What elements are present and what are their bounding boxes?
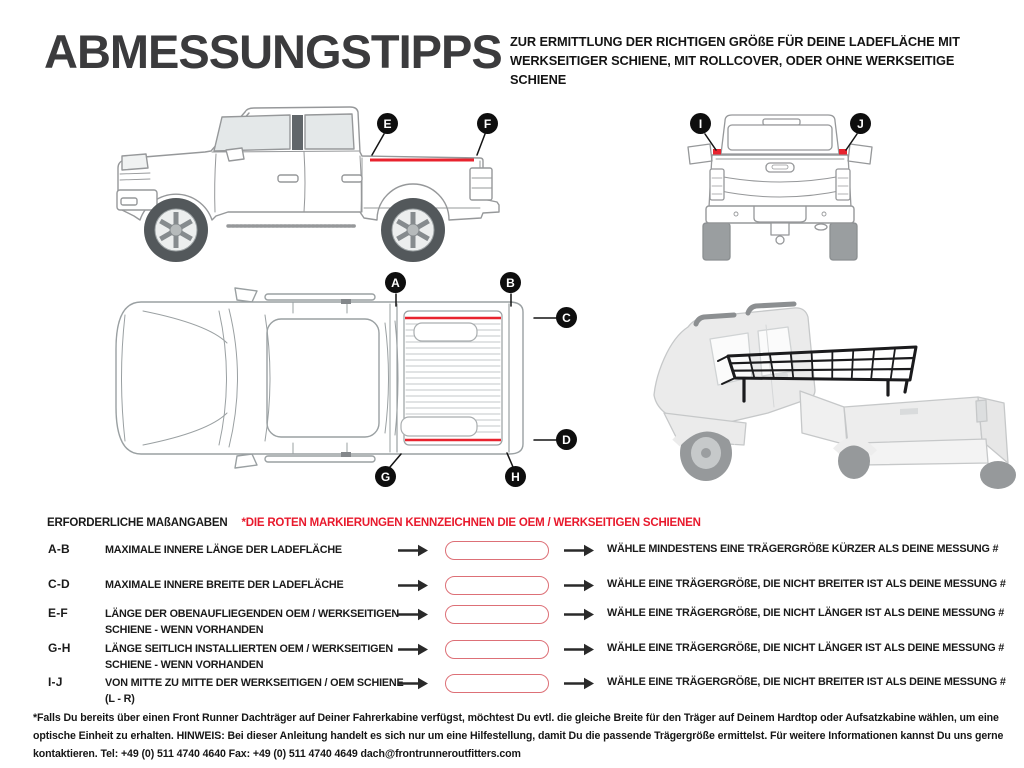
marker-E: E [377,113,398,134]
page-subtitle: ZUR ERMITTLUNG DER RICHTIGEN GRÖßE FÜR DEINE LADEFLÄCHE MIT WERKSEITIGER SCHIENE, MIT ROLLCOVER, ODER OHNE WERKSEITIGE SCHIENE [510,34,960,88]
arrow-right-icon [398,643,428,656]
range-label: C-D [48,577,70,591]
measurement-input-cd[interactable] [445,576,549,595]
truck-top-view-illustration [113,285,533,473]
measurement-description: LÄNGE DER OBENAUFLIEGENDEN OEM / WERKSEITIGEN SCHIENE - WENN VORHANDEN [105,608,399,637]
measurement-input-gh[interactable] [445,640,549,659]
truck-side-view-illustration [112,106,504,268]
marker-A: A [385,272,406,293]
measurement-input-ij[interactable] [445,674,549,693]
footnote-contact-info: *Falls Du bereits über einen Front Runner Dachträger auf Deiner Fahrerkabine verfügst, möchtest Du evtl. die gleiche Breite für den Träger auf Deinem Hardtop oder Aufsatzkabine wählen, um eine optische Einheit zu erhalten. HINWEIS: Bei dieser Anleitung handelt es sich nur um eine Hilfestellung, damit Du die passende Trägergröße ermittelst. Für weitere Informationen kannst Du uns gerne kontaktieren. Tel: +49 (0) 511 4740 4640 Fax: +49 (0) 511 4740 4649 dach@frontrunneroutfitters.com [33,712,1004,760]
measurement-description: MAXIMALE INNERE BREITE DER LADEFLÄCHE [105,579,344,591]
size-advice: WÄHLE EINE TRÄGERGRÖßE, DIE NICHT LÄNGER IST ALS DEINE MESSUNG # [607,607,1005,619]
marker-D: D [556,429,577,450]
measurement-row-ef [45,604,1010,638]
marker-B: B [500,272,521,293]
range-label: E-F [48,606,68,620]
measurement-row-ij [45,673,1010,707]
marker-H: H [505,466,526,487]
marker-J: J [850,113,871,134]
size-advice: WÄHLE EINE TRÄGERGRÖßE, DIE NICHT LÄNGER IST ALS DEINE MESSUNG # [607,642,1005,654]
arrow-right-icon [398,579,428,592]
measurement-description: MAXIMALE INNERE LÄNGE DER LADEFLÄCHE [105,544,342,556]
measurement-description: LÄNGE SEITLICH INSTALLIERTEN OEM / WERKSEITIGEN SCHIENE - WENN VORHANDEN [105,643,393,672]
arrow-right-icon [564,608,594,621]
measurements-heading: ERFORDERLICHE MAßANGABEN [47,517,228,529]
range-label: G-H [48,641,71,655]
range-label: A-B [48,542,70,556]
size-advice: WÄHLE EINE TRÄGERGRÖßE, DIE NICHT BREITER IST ALS DEINE MESSUNG # [607,578,1006,590]
arrow-right-icon [398,677,428,690]
arrow-right-icon [398,608,428,621]
arrow-right-icon [564,544,594,557]
page-title: ABMESSUNGSTIPPS [44,25,502,78]
arrow-right-icon [564,579,594,592]
measurement-description: VON MITTE ZU MITTE DER WERKSEITIGEN / OEM SCHIENE (L - R) [105,677,404,706]
arrow-right-icon [398,544,428,557]
measurement-row-ab [45,540,1010,574]
size-advice: WÄHLE MINDESTENS EINE TRÄGERGRÖßE KÜRZER ALS DEINE MESSUNG # [607,543,999,555]
marker-I: I [690,113,711,134]
marker-C: C [556,307,577,328]
marker-G: G [375,466,396,487]
measurement-row-gh [45,639,1010,673]
measurement-input-ef[interactable] [445,605,549,624]
red-markings-note: *DIE ROTEN MARKIERUNGEN KENNZEICHNEN DIE OEM / WERKSEITIGEN SCHIENEN [241,517,701,529]
truck-bed-rack-3d-illustration [648,295,1020,495]
size-advice: WÄHLE EINE TRÄGERGRÖßE, DIE NICHT BREITER IST ALS DEINE MESSUNG # [607,676,1006,688]
arrow-right-icon [564,677,594,690]
marker-F: F [477,113,498,134]
oem-rail-marking-rear-left [713,149,721,155]
arrow-right-icon [564,643,594,656]
truck-rear-view-illustration [680,112,880,264]
oem-rail-marking-rear-right [839,149,847,155]
range-label: I-J [48,675,63,689]
measurement-input-ab[interactable] [445,541,549,560]
